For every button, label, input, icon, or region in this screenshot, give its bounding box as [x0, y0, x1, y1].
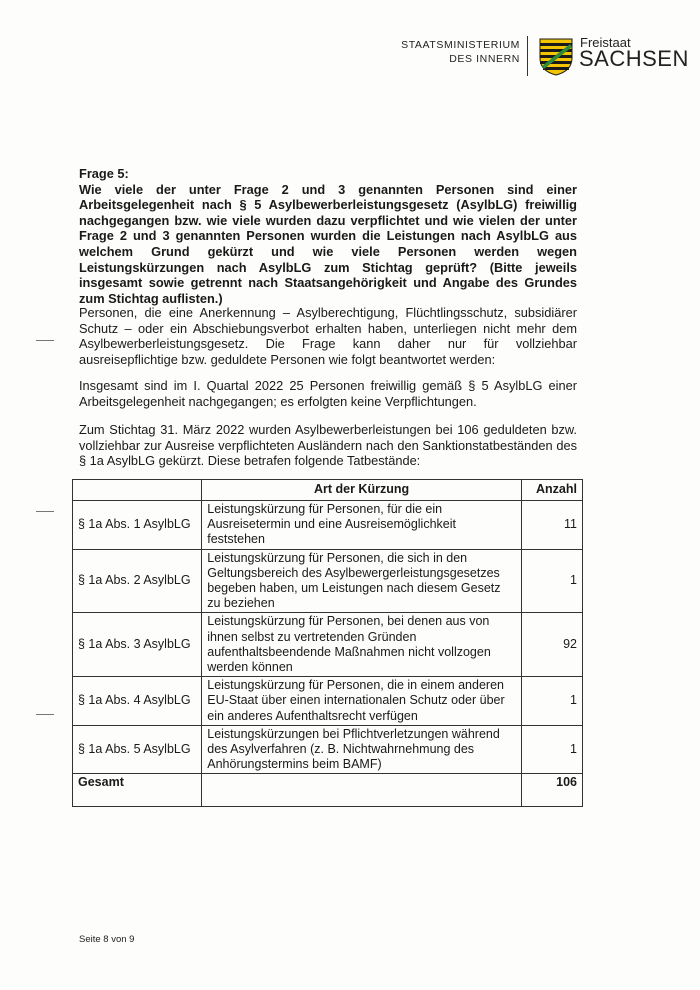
table-row — [73, 677, 583, 726]
answer-paragraph-2: Insgesamt sind im I. Quartal 2022 25 Personen freiwillig gemäß § 5 AsylbLG einer Arbeitsgelegenheit nachgegangen; es erfolgten keine Verpflichtungen. — [79, 378, 577, 409]
art-cell: Leistungskürzungen bei Pflichtverletzungen während des Asylverfahren (z. B. Nichtwahrnehmung des Anhörungstermins beim BAMF) — [202, 725, 522, 774]
table-row — [73, 725, 583, 774]
table-header-row — [73, 480, 583, 501]
table-row — [73, 613, 583, 677]
header-anzahl: Anzahl — [521, 480, 582, 501]
saxony-coat-of-arms-icon — [539, 38, 573, 76]
table-total-row — [73, 774, 583, 807]
anzahl-cell: 1 — [521, 725, 582, 774]
question-text: Wie viele der unter Frage 2 und 3 genannten Personen sind einer Arbeitsgelegenheit nach § 5 Asylbewerberleistungsgesetz (AsylbLG) freiwillig nachgegangen bzw. wie viele wurden dazu verpflichtet und wie vielen der unter Frage 2 und 3 genannten Personen wurden die Leistungen nach AsylbLG aus welchem Grund gekürzt und wie viele Personen werden wegen Leistungskürzungen nach AsylbLG zum Stichtag geprüft? (Bitte jeweils insgesamt sowie getrennt nach Staatsangehörigkeit und Angabe des Grundes zum Stichtag auflisten.) — [79, 181, 577, 306]
anzahl-cell: 1 — [521, 549, 582, 613]
margin-mark — [36, 340, 54, 341]
total-blank — [202, 774, 522, 807]
page-number: Seite 8 von 9 — [79, 934, 135, 945]
paragraph-cell: § 1a Abs. 4 AsylbLG — [73, 677, 202, 726]
anzahl-cell: 92 — [521, 613, 582, 677]
margin-mark — [36, 511, 54, 512]
table-row — [73, 501, 583, 550]
art-cell: Leistungskürzung für Personen, die in einem anderen EU-Staat über einen internationalen Schutz oder über ein anderes Aufenthaltsrecht verfügen — [202, 677, 522, 726]
total-value: 106 — [521, 774, 582, 807]
header-art: Art der Kürzung — [202, 480, 522, 501]
paragraph-cell: § 1a Abs. 1 AsylbLG — [73, 501, 202, 550]
reduction-table — [72, 479, 583, 807]
art-cell: Leistungskürzung für Personen, die sich in den Geltungsbereich des Asylbewergerleistungsgesetzes begeben haben, um Leistungen nach diesem Gesetz zu beziehen — [202, 549, 522, 613]
state-label-sachsen: SACHSEN — [579, 46, 689, 71]
ministry-line-2: DES INNERN — [449, 53, 520, 65]
total-label: Gesamt — [73, 774, 202, 807]
question-block — [79, 166, 577, 306]
question-label: Frage 5: — [79, 166, 129, 181]
art-cell: Leistungskürzung für Personen, bei denen aus von ihnen selbst zu vertretenden Gründen aufenthaltsbeendende Maßnahmen nicht vollzogen werden können — [202, 613, 522, 677]
header-blank — [73, 480, 202, 501]
answer-paragraph-3: Zum Stichtag 31. März 2022 wurden Asylbewerberleistungen bei 106 geduldeten bzw. vollziehbar zur Ausreise verpflichteten Ausländern nach den Sanktionstatbeständen des § 1a AsylbLG gekürzt. Diese betrafen folgende Tatbestände: — [79, 422, 577, 469]
anzahl-cell: 11 — [521, 501, 582, 550]
table-row — [73, 549, 583, 613]
ministry-name — [401, 38, 520, 66]
ministry-line-1: STAATSMINISTERIUM — [401, 39, 520, 51]
paragraph-cell: § 1a Abs. 3 AsylbLG — [73, 613, 202, 677]
answer-paragraph-1: Personen, die eine Anerkennung – Asylberechtigung, Flüchtlingsschutz, subsidiärer Schutz – oder ein Abschiebungsverbot erhalten haben, unterliegen nicht mehr dem Asylbewerberleistungsgesetz. Die Frage kann daher nur für vollziehbar ausreisepflichtige bzw. geduldete Personen wie folgt beantwortet werden: — [79, 305, 577, 367]
paragraph-cell: § 1a Abs. 2 AsylbLG — [73, 549, 202, 613]
paragraph-cell: § 1a Abs. 5 AsylbLG — [73, 725, 202, 774]
anzahl-cell: 1 — [521, 677, 582, 726]
header-divider — [527, 36, 528, 76]
state-label-freistaat: Freistaat — [580, 35, 631, 50]
art-cell: Leistungskürzung für Personen, für die ein Ausreisetermin und eine Ausreisemöglichkeit feststehen — [202, 501, 522, 550]
margin-mark — [36, 714, 54, 715]
